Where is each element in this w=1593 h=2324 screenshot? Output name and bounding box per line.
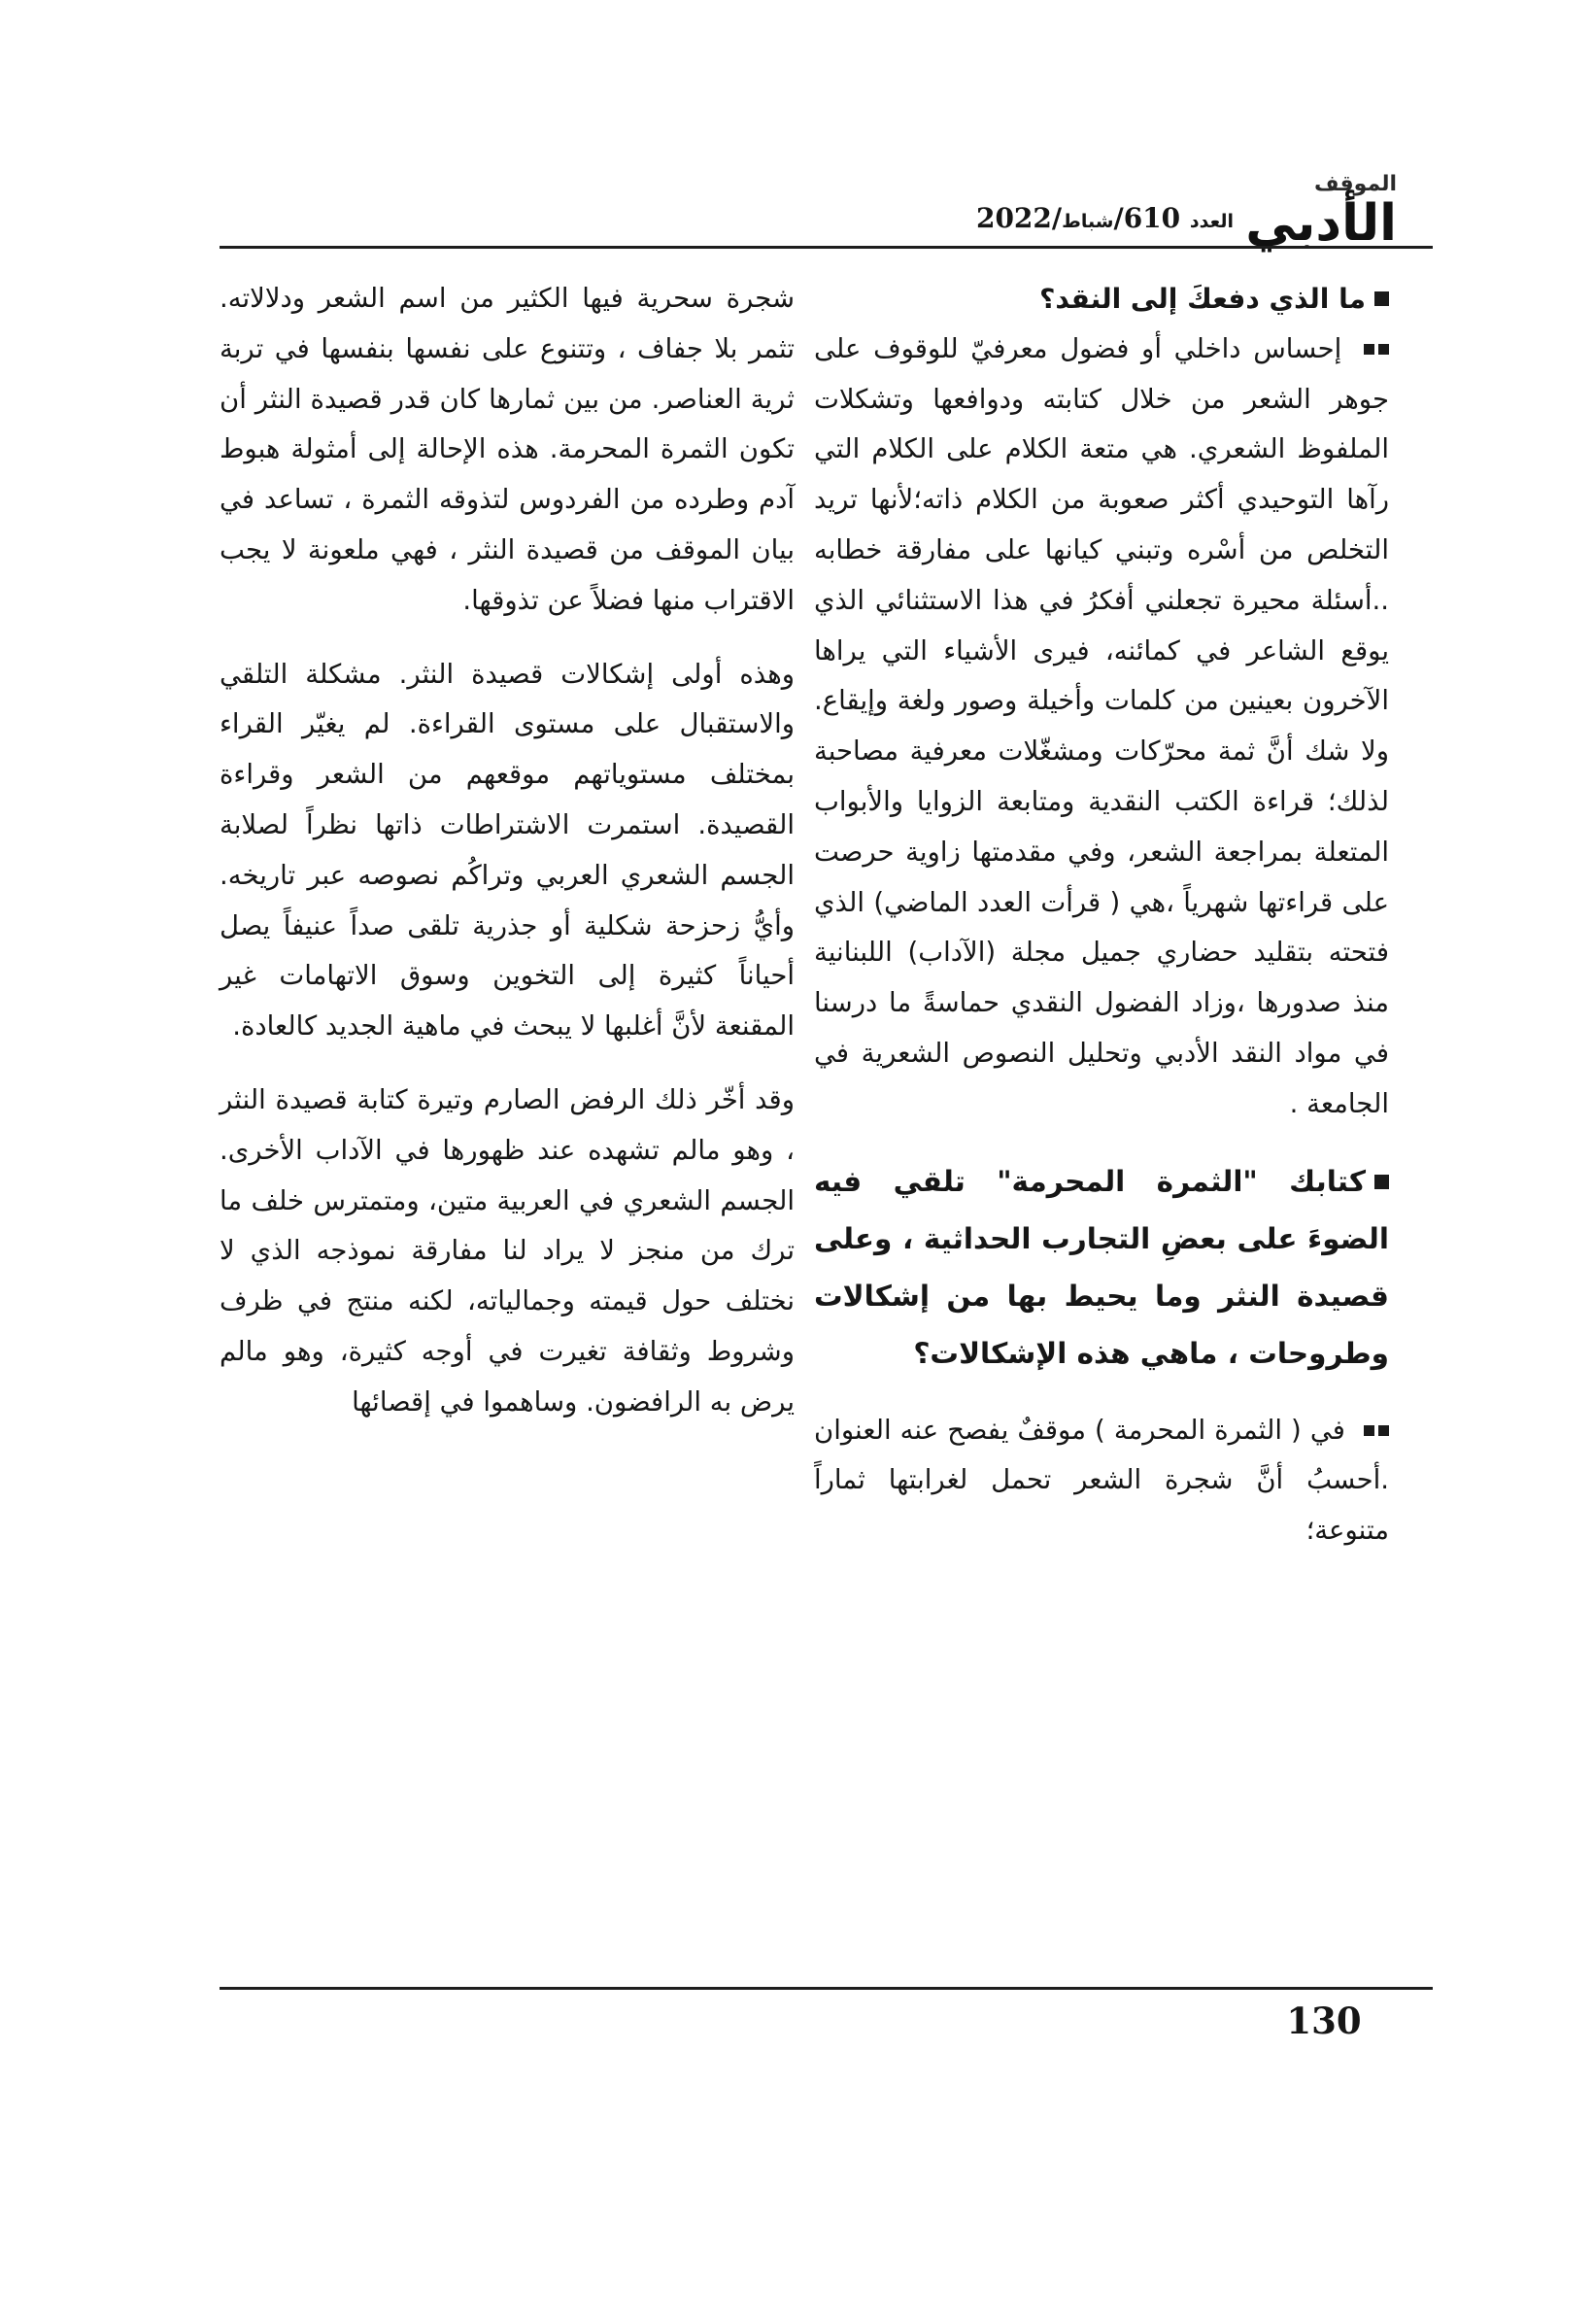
masthead-logo	[1232, 173, 1397, 253]
question-2	[814, 1153, 1389, 1383]
answer-2	[814, 1406, 1389, 1556]
square-bullet-icon	[1378, 344, 1389, 355]
square-bullet-icon	[1378, 1425, 1389, 1436]
header-rule	[220, 246, 1433, 249]
answer-1-text: إحساس داخلي أو فضول معرفيّ للوقوف على جوهر الشعر من خلال كتابته ودوافعها وتشكلات الملفوظ الشعري. هي متعة الكلام على الكلام التي رآها التوحيدي أكثر صعوبة من الكلام ذاته؛لأنها تريد التخلص من أسْره وتبني كيانها على مفارقة خطابه ..أسئلة محيرة تجعلني أفكرُ في هذا الاستثنائي الذي يوقع الشاعر في كمائنه، فيرى الأشياء التي يراها الآخرون بعينين من كلمات وأخيلة وصور ولغة وإيقاع. ولا شك أنَّ ثمة محرّكات ومشغّلات معرفية مصاحبة لذلك؛ قراءة الكتب النقدية ومتابعة الزوايا والأبواب المتعلة بمراجعة الشعر، وفي مقدمتها زاوية حرصت على قراءتها شهرياً ،هي ( قرأت العدد الماضي) الذي فتحته بتقليد حضاري جميل مجلة (الآداب) اللبنانية منذ صدورها ،وزاد الفضول النقدي حماسةً ما درسنا في مواد النقد الأدبي وتحليل النصوص الشعرية في الجامعة .	[814, 332, 1389, 1119]
paragraph-1: شجرة سحرية فيها الكثير من اسم الشعر ودلالاته. تثمر بلا جفاف ، وتتنوع على نفسها بنفسها في تربة ثرية العناصر. من بين ثمارها كان قدر قصيدة النثر أن تكون الثمرة المحرمة. هذه الإحالة إلى أمثولة هبوط آدم وطرده من الفردوس لتذوقه الثمرة ، تساعد في بيان الموقف من قصيدة النثر ، فهي ملعونة لا يجب الاقتراب منها فضلاً عن تذوقها.	[220, 283, 795, 616]
article-column-right	[814, 274, 1389, 1974]
answer-1	[814, 325, 1389, 1130]
page-number: 130	[1286, 1999, 1362, 2042]
question-1	[814, 274, 1389, 325]
square-bullet-icon	[1364, 344, 1374, 355]
issue-label: العدد	[1189, 211, 1234, 232]
square-bullet-icon	[1374, 1175, 1389, 1189]
paragraph-2: وهذه أولى إشكالات قصيدة النثر. مشكلة التلقي والاستقبال على مستوى القراءة. لم يغيّر القراء بمختلف مستوياتهم موقعهم من الشعر وقراءة القصيدة. استمرت الاشتراطات ذاتها نظراً لصلابة الجسم الشعري العربي وتراكُم نصوصه عبر تاريخه. وأيُّ زحزحة شكلية أو جذرية تلقى صداً عنيفاً يصل أحياناً كثيرة إلى التخوين وسوق الاتهامات غير المقنعة لأنَّ أغلبها لا يبحث في ماهية الجديد كالعادة.	[220, 658, 795, 1042]
masthead-small: الموقف	[1314, 172, 1397, 196]
issue-year: 2022	[975, 202, 1052, 234]
footer-rule	[220, 1987, 1433, 1990]
masthead-title: الأدبي	[1245, 194, 1397, 253]
issue-month: شباط	[1062, 211, 1114, 232]
square-bullet-icon	[1364, 1425, 1374, 1436]
issue-number: 610	[1123, 202, 1181, 234]
answer-2-text: في ( الثمرة المحرمة ) موقفٌ يفصح عنه العنوان .أحسبُ أنَّ شجرة الشعر تحمل لغرابتها ثماراً متنوعة؛	[814, 1414, 1389, 1547]
square-bullet-icon	[1374, 291, 1389, 306]
question-1-text: ما الذي دفعكَ إلى النقد؟	[1039, 283, 1366, 315]
article-column-left	[220, 274, 795, 1974]
paragraph-3: وقد أخّر ذلك الرفض الصارم وتيرة كتابة قصيدة النثر ، وهو مالم تشهده عند ظهورها في الآداب الأخرى. الجسم الشعري في العربية متين، ومتمترس خلف ما ترك من منجز لا يراد لنا مفارقة نموذجه الذي لا نختلف حول قيمته وجمالياته، لكنه منتج في ظرف وشروط وثقافة تغيرت في أوجه كثيرة، وهو مالم يرض به الرافضون. وساهموا في إقصائها	[220, 1083, 795, 1418]
question-2-text: كتابك "الثمرة المحرمة" تلقي فيه الضوءَ على بعضِ التجارب الحداثية ، وعلى قصيدة النثر وما يحيط بها من إشكالات وطروحات ، ماهي هذه الإشكالات؟	[814, 1164, 1389, 1370]
issue-info: العدد 610/شباط/2022	[975, 202, 1234, 234]
